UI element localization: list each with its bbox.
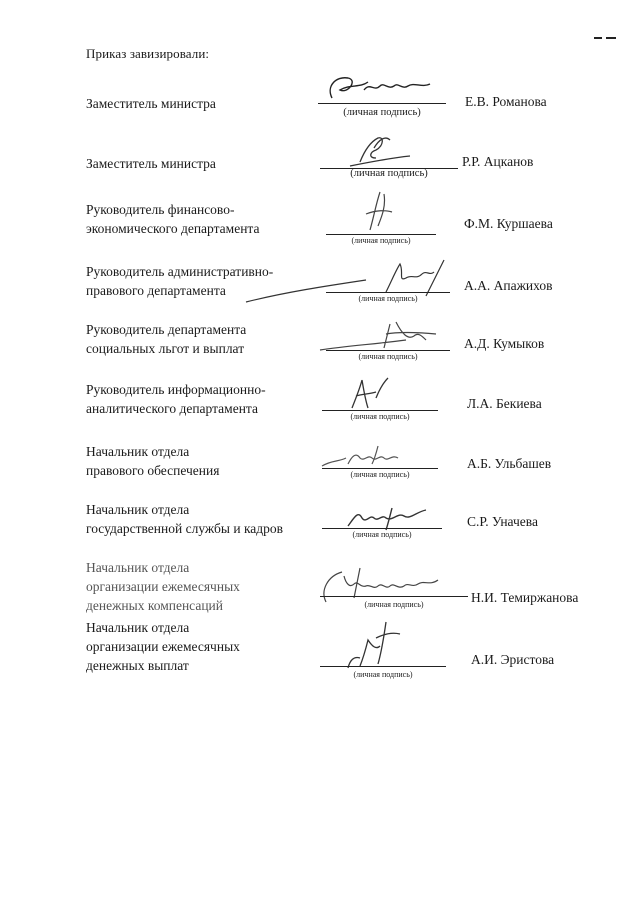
position-line: организации ежемесячных	[86, 579, 240, 594]
signature-caption: (личная подпись)	[358, 352, 418, 361]
handwritten-signature	[326, 186, 436, 236]
position-line: Начальник отдела	[86, 560, 190, 575]
position-line: организации ежемесячных	[86, 639, 240, 654]
signatory-name: А.Б. Ульбашев	[467, 456, 552, 471]
position-title	[86, 380, 321, 418]
signatory-name: А.Д. Кумыков	[464, 336, 545, 351]
page-title: Приказ завизировали:	[86, 46, 210, 61]
position-title	[86, 262, 321, 300]
position-title	[86, 200, 321, 238]
signature-caption: (личная подпись)	[350, 470, 410, 479]
position-line: Руководитель департамента	[86, 322, 247, 337]
handwritten-signature	[318, 68, 446, 108]
position-title	[86, 320, 321, 358]
position-line: Начальник отдела	[86, 444, 190, 459]
position-line: Начальник отдела	[86, 502, 190, 517]
signature-caption: (личная подпись)	[358, 294, 418, 303]
position-line: Руководитель финансово-	[86, 202, 235, 217]
handwritten-signature	[320, 128, 458, 168]
signatory-name: Е.В. Романова	[465, 94, 547, 109]
position-title	[86, 442, 321, 480]
signature-caption: (личная подпись)	[352, 530, 412, 539]
position-line: Руководитель информационно-	[86, 382, 266, 397]
signatory-name: С.Р. Уначева	[467, 514, 538, 529]
position-line: государственной службы и кадров	[86, 521, 284, 536]
signature-caption: (личная подпись)	[351, 236, 411, 245]
signatory-name: А.А. Апажихов	[464, 278, 553, 293]
position-line: правового обеспечения	[86, 463, 220, 478]
position-line: денежных компенсаций	[86, 598, 223, 613]
position-line: социальных льгот и выплат	[86, 341, 245, 356]
signature-caption: (личная подпись)	[350, 168, 428, 179]
position-line: аналитического департамента	[86, 401, 258, 416]
handwritten-signature	[320, 610, 446, 674]
signatory-name: Н.И. Темиржанова	[471, 590, 579, 605]
position-line: Начальник отдела	[86, 620, 190, 635]
signature-caption: (личная подпись)	[353, 670, 413, 679]
position-title	[86, 154, 321, 173]
position-line: Заместитель министра	[86, 156, 216, 171]
position-title	[86, 94, 321, 113]
signatory-name: Л.А. Бекиева	[467, 396, 542, 411]
signatory-name: Р.Р. Ацканов	[462, 154, 534, 169]
signatory-name: А.И. Эристова	[471, 652, 555, 667]
signature-caption: (личная подпись)	[350, 412, 410, 421]
position-line: денежных выплат	[86, 658, 189, 673]
position-line: экономического департамента	[86, 221, 260, 236]
position-line: правового департамента	[86, 283, 226, 298]
position-title	[86, 618, 321, 675]
signatory-name: Ф.М. Куршаева	[464, 216, 553, 231]
corner-mark	[594, 26, 620, 32]
signature-caption: (личная подпись)	[364, 600, 424, 609]
position-title	[86, 500, 321, 538]
position-title	[86, 558, 321, 615]
position-line: Заместитель министра	[86, 96, 216, 111]
signature-caption: (личная подпись)	[343, 107, 421, 118]
position-line: Руководитель административно-	[86, 264, 274, 279]
